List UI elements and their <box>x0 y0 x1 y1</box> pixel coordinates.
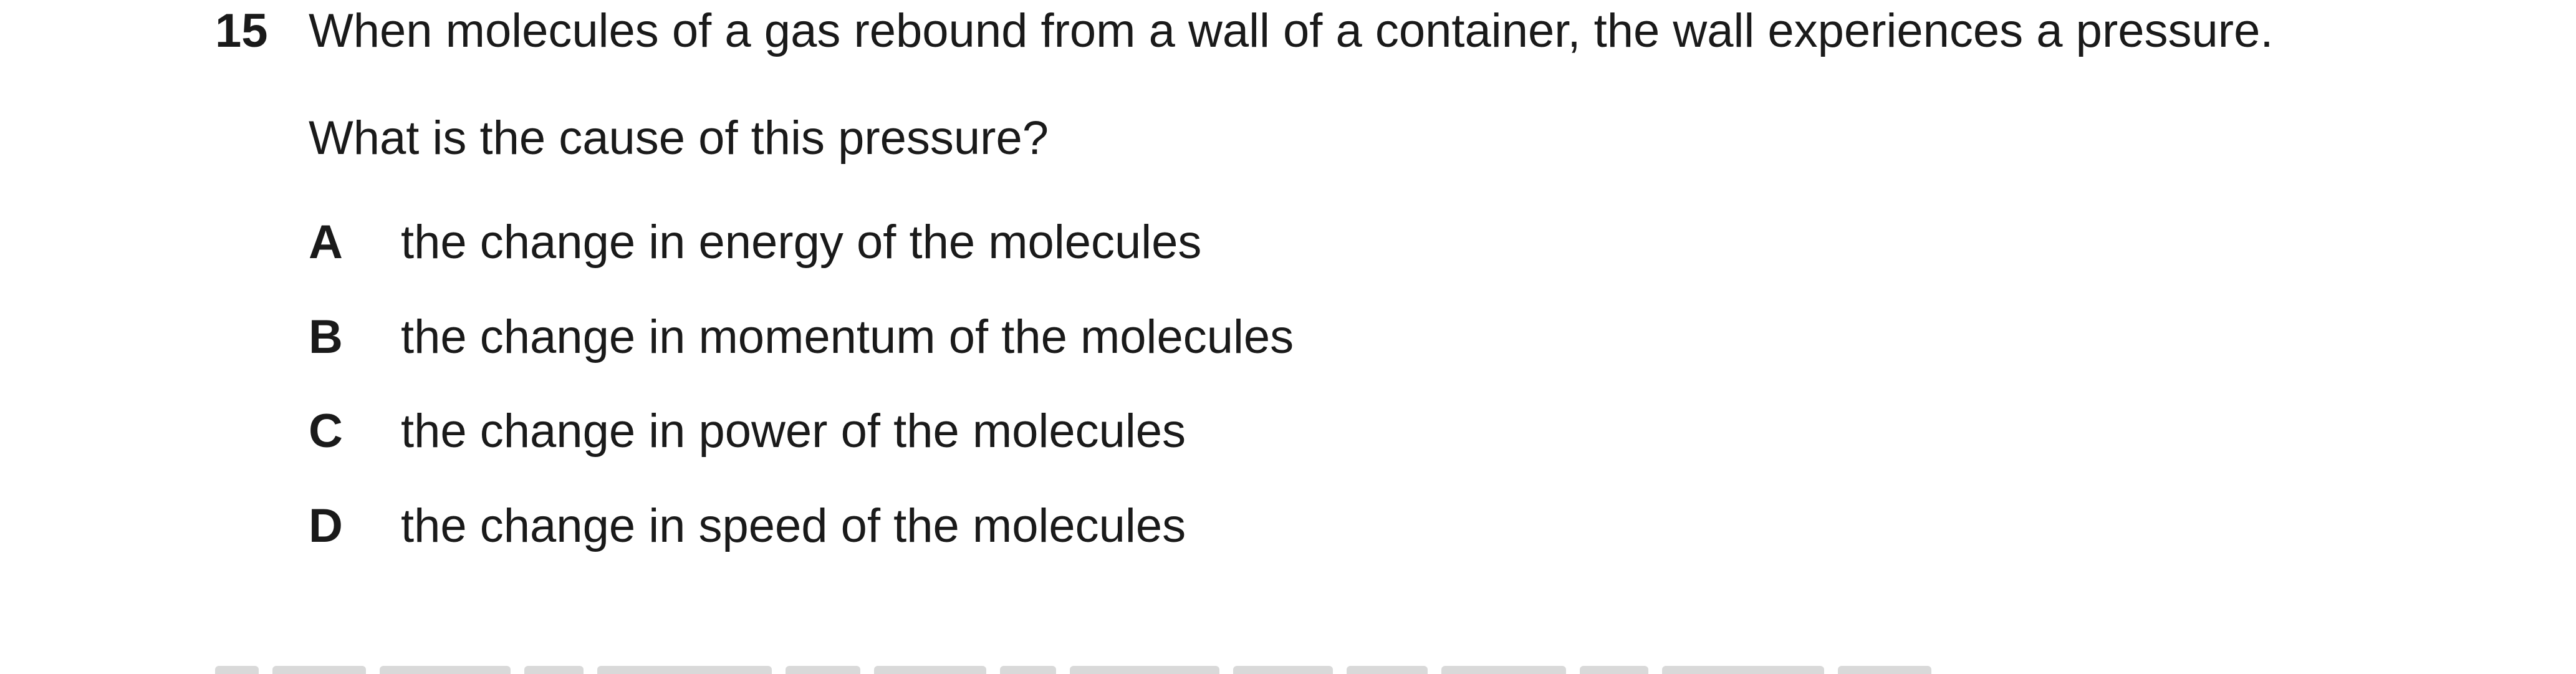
question-number: 15 <box>215 4 268 57</box>
option-text: the change in momentum of the molecules <box>401 311 1294 363</box>
option-text: the change in power of the molecules <box>401 405 1186 458</box>
next-question-cutoff <box>215 666 2366 674</box>
option-text: the change in speed of the molecules <box>401 499 1186 552</box>
option-letter: C <box>309 405 343 458</box>
question-prompt: What is the cause of this pressure? <box>309 112 1049 165</box>
option-letter: D <box>309 499 343 552</box>
option-text: the change in energy of the molecules <box>401 216 1202 269</box>
option-letter: A <box>309 216 343 269</box>
option-letter: B <box>309 311 343 363</box>
question-stem: When molecules of a gas rebound from a wall of a container, the wall experiences a pressure. <box>309 4 2274 57</box>
